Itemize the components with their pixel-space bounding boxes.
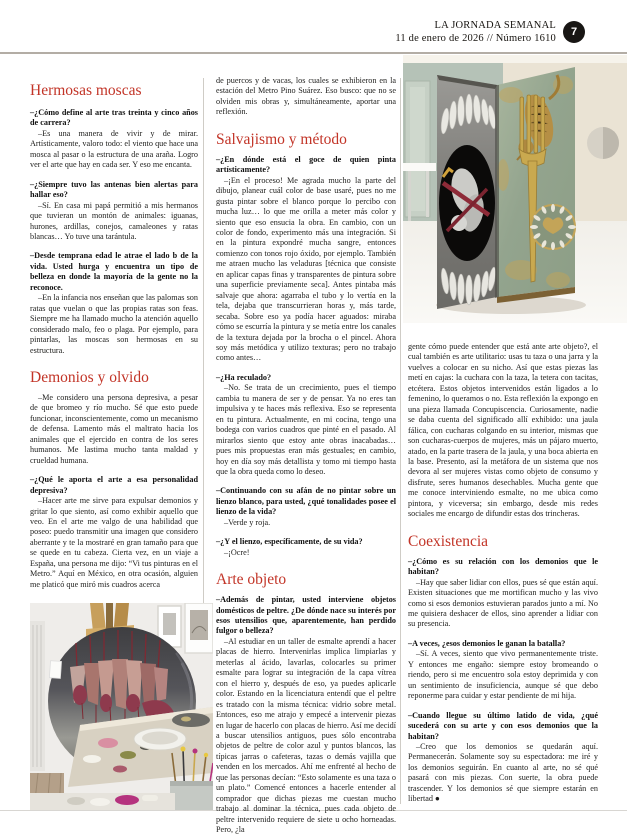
interview-question: –Continuando con su afán de no pintar sobre un lienzo blanco, para usted, ¿qué tonalidades posee el lienzo de la vida?: [216, 486, 396, 517]
section-heading: Salvajismo y método: [216, 130, 347, 148]
interview-answer: –Verde y roja.: [224, 517, 271, 527]
interview-question: –¿Cómo es su relación con los demonios que le habitan?: [408, 556, 598, 577]
section-heading: Coexistencia: [408, 532, 489, 550]
column-right: [408, 342, 598, 805]
page-number-badge: 7: [563, 21, 585, 43]
issue-date-number: 11 de enero de 2026 // Número 1610: [395, 33, 556, 44]
publication-name: LA JORNADA SEMANAL: [434, 20, 556, 31]
interview-answer: –Al estudiar en un taller de esmalte aprendí a hacer placas de hierro. Intervenirlas implica limpiarlas y meterlas al ácido, lavarlas, colocarles su primer esmalte para lograr su integración de la capa vítrea con el hierro y, después de eso, ya puedes aplicarle color. Estando en la licenciatura entendí que el peltre es tratado con la misma técnica: vidrio sobre metal. Entonces, eso me atrajo y empecé a intervenir piezas en lugar de hacerlo con placas de hierro. Así me decidí a buscar utensilios antiguos, pues sólo encontraba objetos de peltre de color azul y puntos blancos, las típicas jarras o cafeteras, tazas o demás vajilla que venden en los mercados. Ahí me enfrenté al hecho de que las personas decían: “Esto solamente es una taza o un plato.” Comencé entonces a hacerle entender al comprador que dichas piezas me cuestan mucho trabajo al dominar la técnica, pues cada objeto de peltre intervenido requiere de siete u ocho horneadas. Pero, ¿la: [216, 636, 396, 835]
interview-question: –¿En dónde está el goce de quien pinta artísticamente?: [216, 154, 396, 175]
header-rule: [0, 52, 627, 54]
interview-answer: –No. Se trata de un crecimiento, pues el tiempo cambia tu manera de ser y de pensar. Ya no eres tan impulsiva y te haces más reflexiva. Eso se representa en tu pintura. Actualmente, en mi cocina, tengo una bodega con varios cuadros que pinté en el pasado. Al mirarlos siento que estoy ante obras inacabadas… pues mis propuestas eran más gestuales; en cambio, hoy en día soy más detallista y tomo mi tiempo hasta que la obra queda como lo deseo.: [216, 383, 396, 476]
interview-answer-continuation: de puercos y de vacas, los cuales se exhibieron en la estación del Metro Pino Suárez. Eso busco: que no se olviden mis obras y, simultáneamente, aportar una reflexión.: [216, 76, 396, 117]
interview-answer-continuation: gente cómo puede entender que está ante arte objeto?, el cual también es arte utilitario: usas tu taza o una jarra y la vuelves a colocar en su nicho. Así que estas piezas las metí en cajas: la cuchara con la taza, la tetera con tacitas, etcétera. Estos objetos intervenidos están ligados a lo femenino, lo queramos o no. Esta reflexión la expongo en una pieza llamada Concupiscencia. Curiosamente, nadie se daba cuenta del significado allí exhibido: una jaula fálica, con cucharas colgando en su interior, mismas que son cucharas-cuerpos de mujeres, más un pájaro muerto, atado, en la parte trasera de la jaula, y una boca abierta en la base. Presento, así la metáfora de un sistema que nos devora al ser mujeres vistas como objeto de consumo y disfrute, seres humanos desechables. Mucha gente que me conoce interviniendo esmalte, no me ubica como pintora, y viceversa; sin embargo, desde mis redes sociales me encargo de difundir estas dos trincheras.: [408, 342, 598, 519]
interview-answer: –Me considero una persona depresiva, a pesar de que bromeo y río mucho. Sé que esto puede funcionar, inconscientemente, como un mecanismo de defensa. Lamento más el maltrato hacia los animales que el ejercido en contra de los seres humanos. Me lastima mucho tanta maldad y crueldad humana.: [30, 392, 198, 465]
interview-answer: –Hay que saber lidiar con ellos, pues sé que están aquí. Existen situaciones que me mortifican mucho y las vivo como si esos demonios estuvieran parados junto a mí. No me quisiera deshacer de ellos, sino aprender a lidiar con su presencia.: [408, 577, 598, 629]
interview-answer: –Hacer arte me sirve para expulsar demonios y gritar lo que siento, así como exhibir aquello que veo. En el arte me valgo de una habilidad que poseo: puedo transmitir una imagen que considero aberrante y te la mostraré en gran tamaño para que se quede en tu cabeza. Cierta vez, en un viaje a España, una persona me dijo: “Vi tus pinturas en el Metro.” Aquí en México, en otra ocasión, alguien me platicó que miró mis cuadros acerca: [30, 496, 198, 589]
column-divider: [400, 78, 401, 804]
interview-question: –Desde temprana edad le atrae el lado b de la vida. Usted hurga y encuentra un tipo de belleza en donde la mayoría de la gente no la reconoce.: [30, 251, 198, 292]
interview-question: –A veces, ¿esos demonios le ganan la batalla?: [408, 638, 566, 648]
section-heading: Demonios y olvido: [30, 368, 149, 386]
section-heading: Arte objeto: [216, 571, 287, 589]
art-object-photo: [403, 55, 627, 323]
interview-question: –¿Cómo define al arte tras treinta y cinco años de carrera?: [30, 108, 198, 128]
section-heading: Hermosas moscas: [30, 82, 142, 99]
interview-answer: –Sí. A veces, siento que vivo permanentemente triste. Y entonces me engaño: siempre estoy bromeando o riendo, pero si me encuentro sola estoy deprimida y con un sentimiento de insuficiencia, aunque sé que debo reponerme para cuidar y estar pendiente de mi hija.: [408, 649, 598, 701]
interview-answer: –¡En el proceso! Me agrada mucho la parte del dibujo, planear cuál color de base usaré, pues no me gusta pintar sobre el blanco porque lo percibo con mucha luz… lo que me orilla a meter más color y siento que eso ensucia la obra. En cambio, con un color de fondo, experimento más una integración. Si en la pintura expondré mucha sangre, entonces comienzo con tonos rojo óxido, por ejemplo. También me atraen mucho las veladuras [técnica que consiste en aplicar capas finas y transparentes de pintura sobre una superficie previamente seca]. Antes pintaba más salvaje que ahora: agarraba el tubo y lo vertía en la tela, dejaba que transcurrieran horas y, más tarde, secaba. Sobre eso ya podía hacer aguados: miraba cómo se escurría la pintura y se metía entre los canales de la textura dejada por la brocha o el pincel. Ahora soy más metódica y utilizo texturas; pero no trabajo como antes…: [216, 175, 396, 363]
interview-question: –¿Y el lienzo, específicamente, de su vida?: [216, 537, 363, 547]
studio-photo: [30, 603, 213, 810]
column-middle: [216, 76, 396, 836]
interview-question: –¿Ha reculado?: [216, 372, 272, 382]
interview-answer: –En la infancia nos enseñan que las palomas son ratas que vuelan o que las propias ratas son feas. Siempre me ha llamado mucho la atención aquello considerado malo, feo o plaga. Por ejemplo, para pintarlas, las moscas son hermosas en su estructura.: [30, 293, 198, 355]
interview-question: –Cuando llegue su último latido de vida, ¿qué sucederá con su arte y con esos demonios que la habitan?: [408, 710, 598, 741]
interview-question: –¿Qué le aporta el arte a esa personalidad depresiva?: [30, 475, 198, 495]
interview-answer: –Sí. En casa mi papá permitió a mis hermanos que tuvieran un montón de animales: iguanas, hurones, ardillas, conejos, camaleones y ratas blancas… Yo tuve una tarántula.: [30, 200, 198, 241]
interview-question: –Además de pintar, usted interviene objetos domésticos de peltre. ¿De dónde nace su interés por esos utensilios que, aparentemente, han perdido fulgor o belleza?: [216, 595, 396, 636]
interview-answer: –¡Ocre!: [224, 547, 250, 557]
interview-answer: –Creo que los demonios se quedarán aquí. Permanecerán. Solamente soy su espectadora: me iré y los demonios seguirán. En cuanto al arte, no sé qué pasará con mis piezas. Con suerte, la obra puede trascender. Y los demonios sé que siempre estarán en libertad ●: [408, 741, 598, 804]
interview-question: –¿Siempre tuvo las antenas bien alertas para hallar eso?: [30, 179, 198, 200]
masthead: [395, 19, 556, 45]
column-left: [30, 82, 198, 590]
studio-illustration: [30, 603, 213, 810]
art-object-illustration: [403, 55, 627, 323]
interview-answer: –Es una manera de vivir y de mirar. Artísticamente, valoro todo: el viento que hace una mosca al pasar o la estructura de una araña. Logro ver el arte que hay en cada ser. Y eso me encanta.: [30, 128, 198, 170]
